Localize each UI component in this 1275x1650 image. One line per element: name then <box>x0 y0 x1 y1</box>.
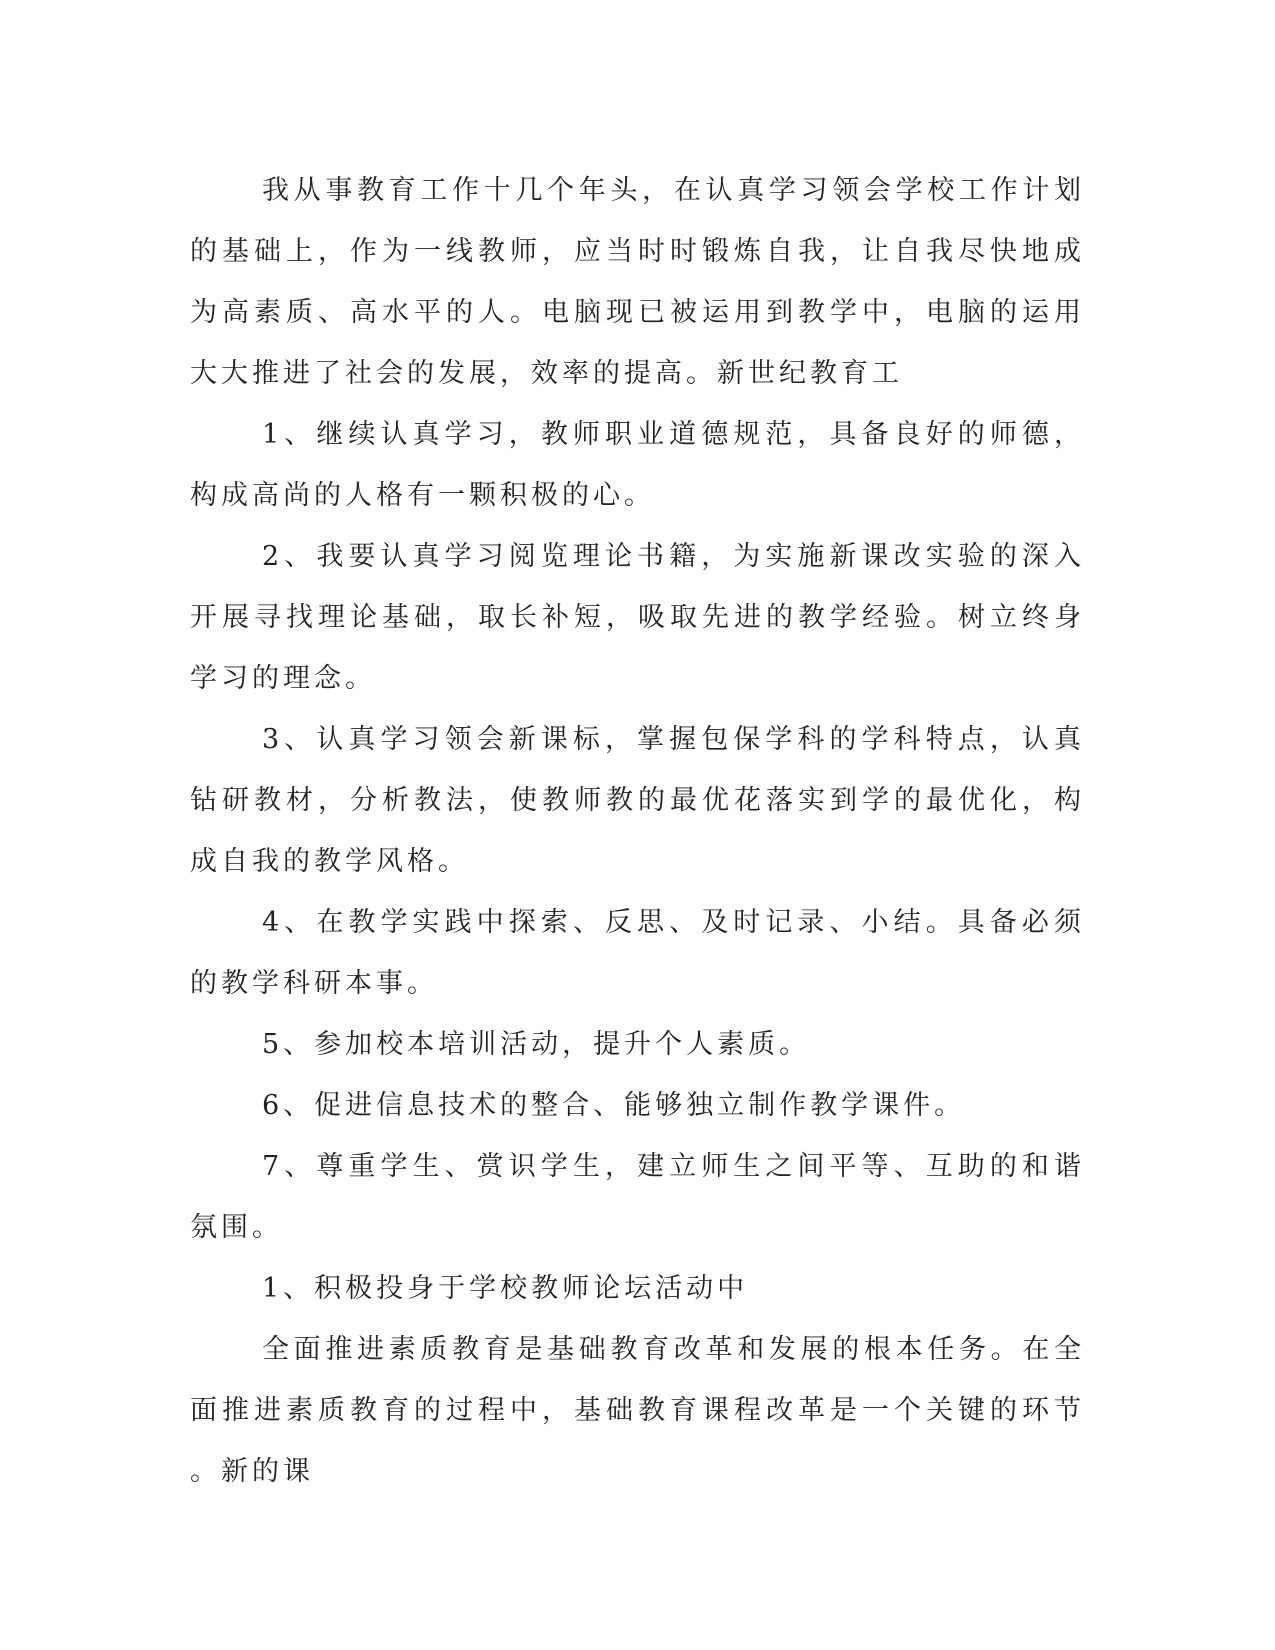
paragraph-item-6: 6、促进信息技术的整合、能够独立制作教学课件。 <box>262 1090 966 1121</box>
paragraph-item-1: 1、继续认真学习，教师职业道德规范，具备良好的师德，构成高尚的人格有一颗积极的心。 <box>190 419 1085 511</box>
paragraph-item-3: 3、认真学习领会新课标，掌握包保学科的学科特点，认真钻研教材，分析教法，使教师教的最优花落实到学的最优化，构成自我的教学风格。 <box>190 724 1085 877</box>
paragraph-intro: 我从事教育工作十几个年头，在认真学习领会学校工作计划的基础上，作为一线教师，应当时时锻炼自我，让自我尽快地成为高素质、高水平的人。电脑现已被运用到教学中，电脑的运用大大推进了社会的发展，效率的提高。新世纪教育工 <box>190 175 1085 389</box>
document-body <box>190 160 1085 1502</box>
paragraph-item-4: 4、在教学实践中探索、反思、及时记录、小结。具备必须的教学科研本事。 <box>190 907 1085 999</box>
paragraph-item-5: 5、参加校本培训活动，提升个人素质。 <box>262 1029 811 1060</box>
paragraph-section-1: 1、积极投身于学校教师论坛活动中 <box>262 1273 749 1304</box>
paragraph-item-7: 7、尊重学生、赏识学生，建立师生之间平等、互助的和谐氛围。 <box>190 1151 1085 1243</box>
paragraph-item-2: 2、我要认真学习阅览理论书籍，为实施新课改实验的深入开展寻找理论基础，取长补短，吸取先进的教学经验。树立终身学习的理念。 <box>190 541 1085 694</box>
paragraph-closing: 全面推进素质教育是基础教育改革和发展的根本任务。在全面推进素质教育的过程中，基础教育课程改革是一个关键的环节。新的课 <box>190 1334 1085 1487</box>
